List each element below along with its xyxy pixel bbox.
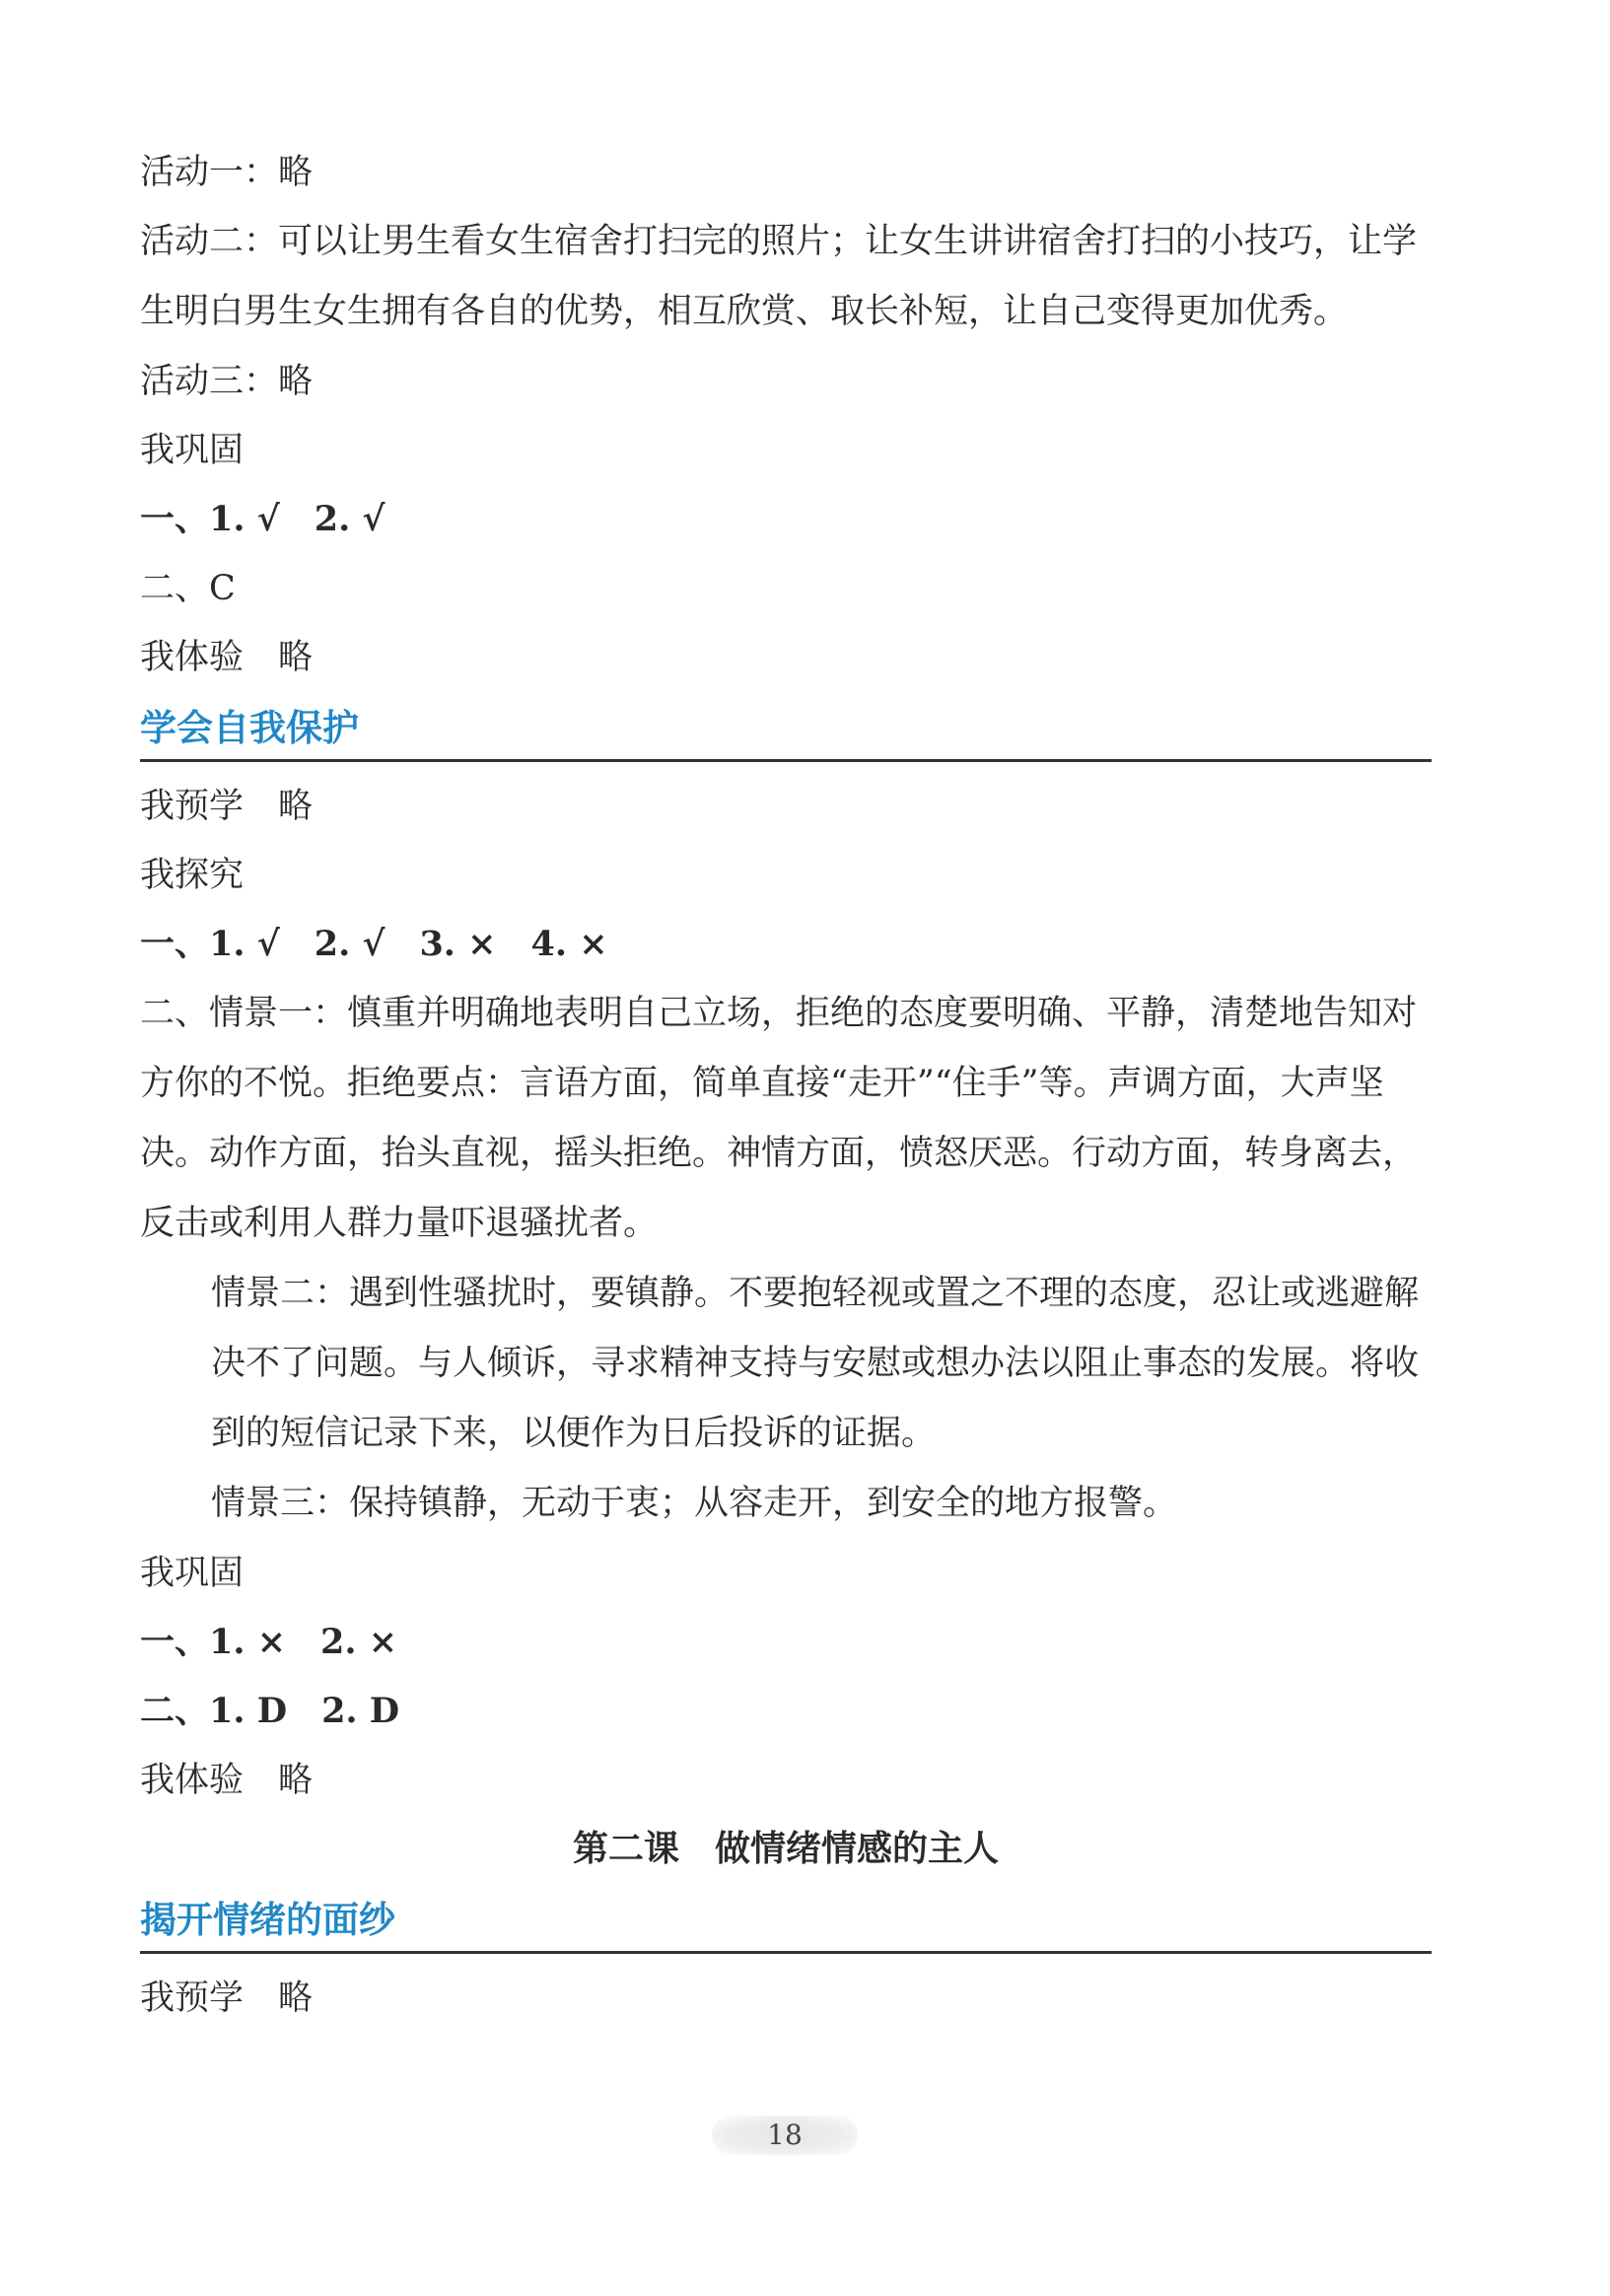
scenario-1: 二、情景一：慎重并明确地表明自己立场，拒绝的态度要明确、平静，清楚地告知对方你的不悦。拒绝要点：言语方面，简单直接“走开”“住手”等。声调方面，大声坚决。动作方面，抬头直视，摇头拒绝。神情方面，愤怒厌恶。行动方面，转身离去，反击或利用人群力量吓退骚扰者。 xyxy=(140,994,1418,1243)
lesson-title: 第二课 做情绪情感的主人 xyxy=(572,1829,999,1869)
experience-line-2: 我体验 略 xyxy=(140,1761,314,1800)
explore-judgement-answers: 一、1. √ 2. √ 3. × 4. × xyxy=(140,924,608,964)
scenario-3: 情景三：保持镇静，无动于衷；从容走开，到安全的地方报警。 xyxy=(211,1484,1178,1523)
activity-3: 活动三：略 xyxy=(140,362,314,401)
choice-answer: 二、C xyxy=(140,569,236,608)
section-title-emotions: 揭开情绪的面纱 xyxy=(140,1890,1432,1954)
scenario-block xyxy=(140,979,1432,1259)
explore-heading: 我探究 xyxy=(140,856,245,895)
scenario-2: 情景二：遇到性骚扰时，要镇静。不要抱轻视或置之不理的态度，忍让或逃避解决不了问题。与人倾诉，寻求精神支持与安慰或想办法以阻止事态的发展。将收到的短信记录下来，以便作为日后投诉的证据。 xyxy=(211,1274,1420,1453)
preview-line-2: 我预学 略 xyxy=(140,1979,314,2018)
section-title-self-protection: 学会自我保护 xyxy=(140,698,1432,762)
activity-2: 活动二：可以让男生看女生宿舍打扫完的照片；让女生讲讲宿舍打扫的小技巧，让学生明白男生女生拥有各自的优势，相互欣赏、取长补短，让自己变得更加优秀。 xyxy=(140,222,1418,331)
activity-1: 活动一：略 xyxy=(140,153,314,192)
judgement-answers: 一、1. √ 2. √ xyxy=(140,499,385,539)
consolidate-judgement-answers: 一、1. × 2. × xyxy=(140,1622,398,1662)
consolidate-heading: 我巩固 xyxy=(140,431,245,470)
experience-line: 我体验 略 xyxy=(140,638,314,677)
page-number: 18 xyxy=(712,2116,858,2155)
consolidate-choice-answers: 二、1. D 2. D xyxy=(140,1691,400,1731)
answer-content xyxy=(140,138,1432,2033)
consolidate-heading-2: 我巩固 xyxy=(140,1554,245,1593)
preview-line: 我预学 略 xyxy=(140,787,314,826)
